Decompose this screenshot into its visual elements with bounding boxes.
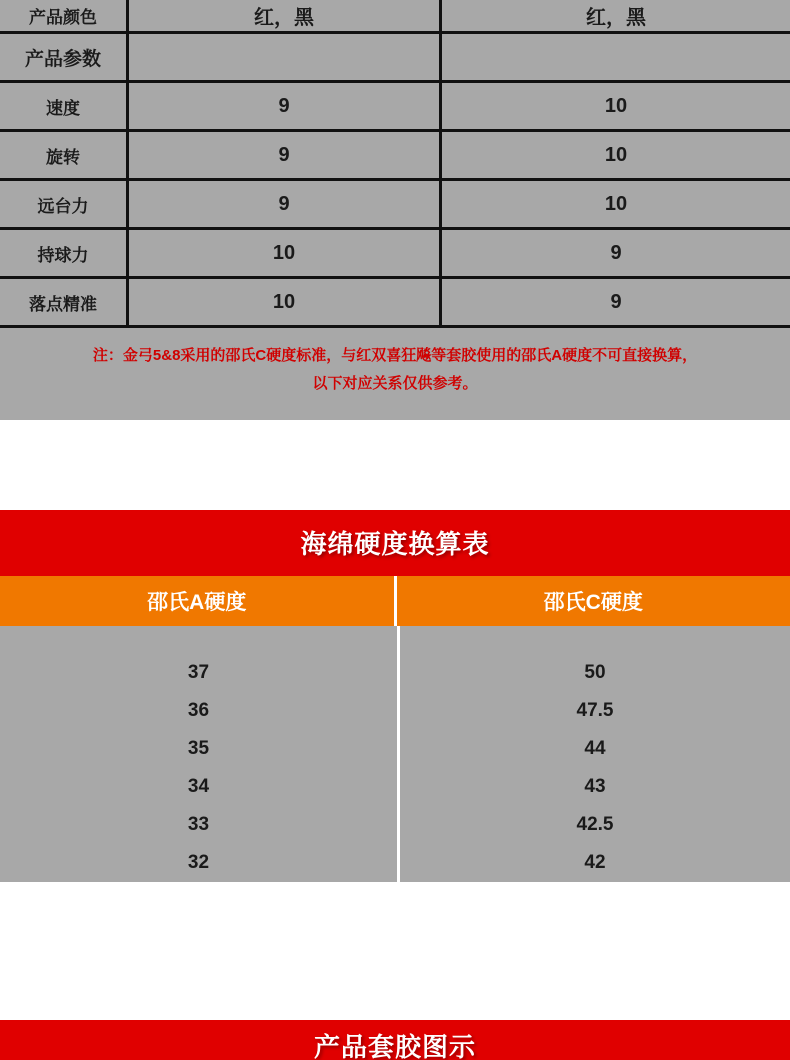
cell-shore-a: 33 (0, 806, 399, 844)
section-header-blank-2 (441, 34, 790, 80)
bottom-banner-text: 产品套胶图示 (314, 1034, 476, 1060)
cell-shore-c: 42.5 (399, 806, 790, 844)
row-label: 持球力 (0, 230, 128, 276)
conversion-col-header-c: 邵氏C硬度 (397, 576, 790, 626)
row-value-1: 10 (128, 279, 441, 325)
row-value-2: 红，黑 (441, 0, 790, 31)
table-row (0, 181, 790, 227)
row-value-1: 9 (128, 181, 441, 227)
white-spacer-2 (0, 882, 790, 1020)
table-row-section-header (0, 34, 790, 80)
row-value-2: 10 (441, 132, 790, 178)
conversion-table (0, 626, 790, 882)
row-label: 产品颜色 (0, 0, 128, 31)
note-line-2: 以下对应关系仅供参考。 (20, 370, 770, 398)
cell-shore-a: 37 (0, 654, 399, 692)
conversion-title-text: 海绵硬度换算表 (300, 524, 489, 561)
white-spacer-1 (0, 420, 790, 510)
row-label: 远台力 (0, 181, 128, 227)
row-value-1: 红，黑 (128, 0, 441, 31)
row-label: 速度 (0, 83, 128, 129)
cell-shore-c: 47.5 (399, 692, 790, 730)
spacer-cell-right (399, 626, 790, 654)
section-header-blank-1 (128, 34, 441, 80)
conversion-col-header-a: 邵氏A硬度 (0, 576, 397, 626)
table-row (0, 692, 790, 730)
hardness-note (0, 328, 790, 420)
bottom-section-banner (0, 1020, 790, 1060)
conversion-table-header (0, 576, 790, 626)
cell-shore-c: 43 (399, 768, 790, 806)
cell-shore-c: 44 (399, 730, 790, 768)
table-row (0, 83, 790, 129)
table-row (0, 768, 790, 806)
cell-shore-a: 35 (0, 730, 399, 768)
table-row-spacer (0, 626, 790, 654)
table-row (0, 844, 790, 882)
row-value-1: 9 (128, 132, 441, 178)
cell-shore-a: 32 (0, 844, 399, 882)
cell-shore-a: 36 (0, 692, 399, 730)
row-value-2: 9 (441, 279, 790, 325)
table-row (0, 730, 790, 768)
row-value-2: 9 (441, 230, 790, 276)
row-label: 落点精准 (0, 279, 128, 325)
row-value-2: 10 (441, 181, 790, 227)
conversion-table-title (0, 510, 790, 576)
cell-shore-c: 50 (399, 654, 790, 692)
product-spec-table (0, 0, 790, 328)
section-header-label: 产品参数 (0, 34, 128, 80)
row-value-1: 9 (128, 83, 441, 129)
table-row (0, 654, 790, 692)
table-row (0, 230, 790, 276)
spacer-cell-left (0, 626, 399, 654)
note-line-1: 注：金弓5&8采用的邵氏C硬度标准，与红双喜狂飚等套胶使用的邵氏A硬度不可直接换算， (93, 347, 697, 364)
cell-shore-a: 34 (0, 768, 399, 806)
cell-shore-c: 42 (399, 844, 790, 882)
row-value-1: 10 (128, 230, 441, 276)
table-row-product-color (0, 0, 790, 31)
row-value-2: 10 (441, 83, 790, 129)
table-row (0, 806, 790, 844)
row-label: 旋转 (0, 132, 128, 178)
table-row (0, 132, 790, 178)
table-row (0, 279, 790, 325)
